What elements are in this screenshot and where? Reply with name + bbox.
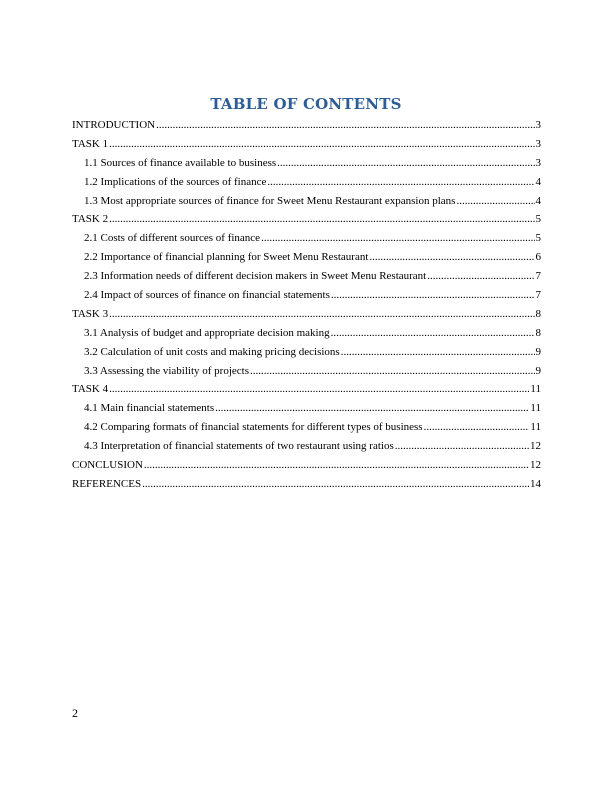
toc-entry-page: 11 <box>530 383 541 396</box>
toc-entry-task-3[interactable] <box>72 305 541 324</box>
toc-title: TABLE OF CONTENTS <box>210 95 402 113</box>
toc-entry-label: 2.3 Information needs of different decision makers in Sweet Menu Restaurant <box>84 270 427 283</box>
toc-leader-dots <box>277 154 534 173</box>
toc-entry-page: 7 <box>535 270 541 283</box>
toc-entry-page: 6 <box>535 251 541 264</box>
toc-leader-dots <box>427 267 534 286</box>
toc-entry-3-3[interactable] <box>72 362 541 381</box>
toc-entry-label: 2.4 Impact of sources of finance on financial statements <box>84 289 330 302</box>
toc-leader-dots <box>156 116 534 135</box>
toc-leader-dots <box>142 475 529 494</box>
toc-entry-page: 8 <box>535 307 541 320</box>
toc-entry-page: 5 <box>535 232 541 245</box>
toc-entry-4-2[interactable] <box>72 418 541 437</box>
toc-entry-2-3[interactable] <box>72 267 541 286</box>
table-of-contents <box>72 116 541 494</box>
toc-entry-label: 1.1 Sources of finance available to business <box>84 156 277 169</box>
toc-entry-page: 4 <box>535 194 541 207</box>
toc-entry-page: 12 <box>530 440 541 453</box>
toc-entry-2-2[interactable] <box>72 248 541 267</box>
toc-entry-label: TASK 2 <box>72 213 109 226</box>
toc-entry-2-4[interactable] <box>72 286 541 305</box>
toc-leader-dots <box>331 324 535 343</box>
toc-leader-dots <box>215 399 529 418</box>
toc-entry-label: TASK 3 <box>72 307 109 320</box>
toc-leader-dots <box>424 418 530 437</box>
toc-entry-2-1[interactable] <box>72 229 541 248</box>
toc-leader-dots <box>456 192 534 211</box>
toc-entry-page: 11 <box>530 402 541 415</box>
toc-entry-label: 2.1 Costs of different sources of finance <box>84 232 261 245</box>
toc-entry-page: 12 <box>530 459 541 472</box>
toc-entry-label: 3.1 Analysis of budget and appropriate decision making <box>84 326 330 339</box>
toc-entry-page: 8 <box>535 326 541 339</box>
toc-entry-3-1[interactable] <box>72 324 541 343</box>
toc-entry-label: TASK 1 <box>72 137 109 150</box>
toc-entry-page: 7 <box>535 289 541 302</box>
toc-entry-label: 1.3 Most appropriate sources of finance for Sweet Menu Restaurant expansion plans <box>84 194 456 207</box>
toc-entry-1-3[interactable] <box>72 192 541 211</box>
toc-entry-label: TASK 4 <box>72 383 109 396</box>
toc-leader-dots <box>341 343 535 362</box>
toc-leader-dots <box>109 135 534 154</box>
toc-leader-dots <box>395 437 529 456</box>
toc-entry-label: CONCLUSION <box>72 459 143 472</box>
toc-leader-dots <box>250 362 535 381</box>
toc-entry-introduction[interactable] <box>72 116 541 135</box>
toc-entry-label: 1.2 Implications of the sources of finance <box>84 175 267 188</box>
toc-leader-dots <box>109 210 534 229</box>
toc-entry-label: 3.2 Calculation of unit costs and making pricing decisions <box>84 345 340 358</box>
toc-entry-1-1[interactable] <box>72 154 541 173</box>
toc-entry-3-2[interactable] <box>72 343 541 362</box>
toc-entry-page: 9 <box>535 345 541 358</box>
toc-entry-1-2[interactable] <box>72 173 541 192</box>
toc-entry-page: 4 <box>535 175 541 188</box>
toc-leader-dots <box>331 286 535 305</box>
toc-leader-dots <box>267 173 534 192</box>
toc-entry-label: 3.3 Assessing the viability of projects <box>84 364 249 377</box>
toc-entry-page: 11 <box>530 421 541 434</box>
toc-entry-label: 2.2 Importance of financial planning for Sweet Menu Restaurant <box>84 251 369 264</box>
toc-entry-page: 3 <box>535 137 541 150</box>
toc-entry-label: 4.3 Interpretation of financial statements of two restaurant using ratios <box>84 440 394 453</box>
toc-entry-task-4[interactable] <box>72 380 541 399</box>
toc-leader-dots <box>369 248 534 267</box>
toc-entry-page: 5 <box>535 213 541 226</box>
toc-leader-dots <box>144 456 529 475</box>
toc-entry-page: 14 <box>530 477 541 490</box>
toc-entry-label: 4.2 Comparing formats of financial statements for different types of business <box>84 421 423 434</box>
toc-entry-page: 3 <box>535 119 541 131</box>
toc-entry-4-3[interactable] <box>72 437 541 456</box>
toc-entry-label: INTRODUCTION <box>72 119 156 131</box>
toc-entry-page: 9 <box>535 364 541 377</box>
toc-entry-label: REFERENCES <box>72 477 142 490</box>
toc-entry-label: 4.1 Main financial statements <box>84 402 215 415</box>
toc-leader-dots <box>109 305 534 324</box>
toc-entry-conclusion[interactable] <box>72 456 541 475</box>
toc-leader-dots <box>261 229 534 248</box>
toc-entry-task-1[interactable] <box>72 135 541 154</box>
toc-entry-task-2[interactable] <box>72 210 541 229</box>
toc-entry-4-1[interactable] <box>72 399 541 418</box>
toc-leader-dots <box>109 380 529 399</box>
toc-entry-references[interactable] <box>72 475 541 494</box>
page-number: 2 <box>72 706 78 720</box>
toc-entry-page: 3 <box>535 156 541 169</box>
